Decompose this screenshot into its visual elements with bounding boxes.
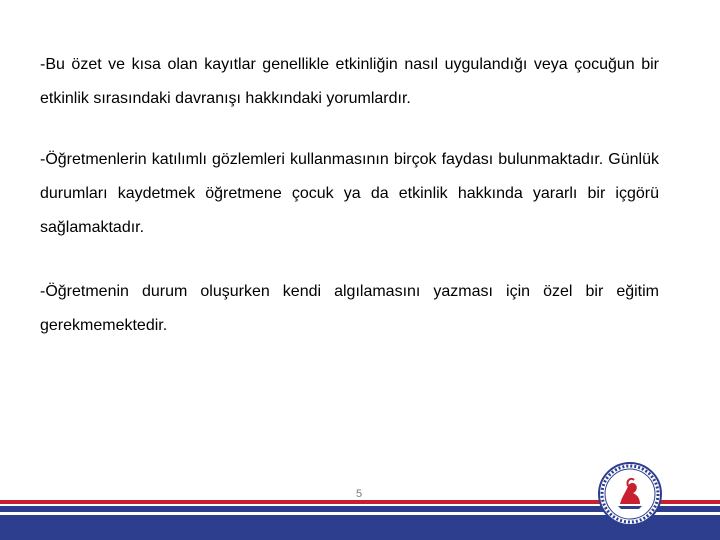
paragraph-1: -Bu özet ve kısa olan kayıtlar genellikle etkinliğin nasıl uygulandığı veya çocuğun bir etkinlik sırasındaki davranışı hakkındaki yorumlardır. [40, 56, 659, 107]
university-seal-icon [598, 462, 662, 526]
page-number: 5 [356, 488, 363, 500]
paragraph-2: -Öğretmenlerin katılımlı gözlemleri kullanmasının birçok faydası bulunmaktadır. Günlük durumları kaydetmek öğretmene çocuk ya da etkinlik hakkında yararlı bir içgörü sağlamaktadır. [40, 151, 659, 236]
paragraph-3: -Öğretmenin durum oluşurken kendi algılamasını yazması için özel bir eğitim gerekmemektedir. [40, 283, 659, 334]
